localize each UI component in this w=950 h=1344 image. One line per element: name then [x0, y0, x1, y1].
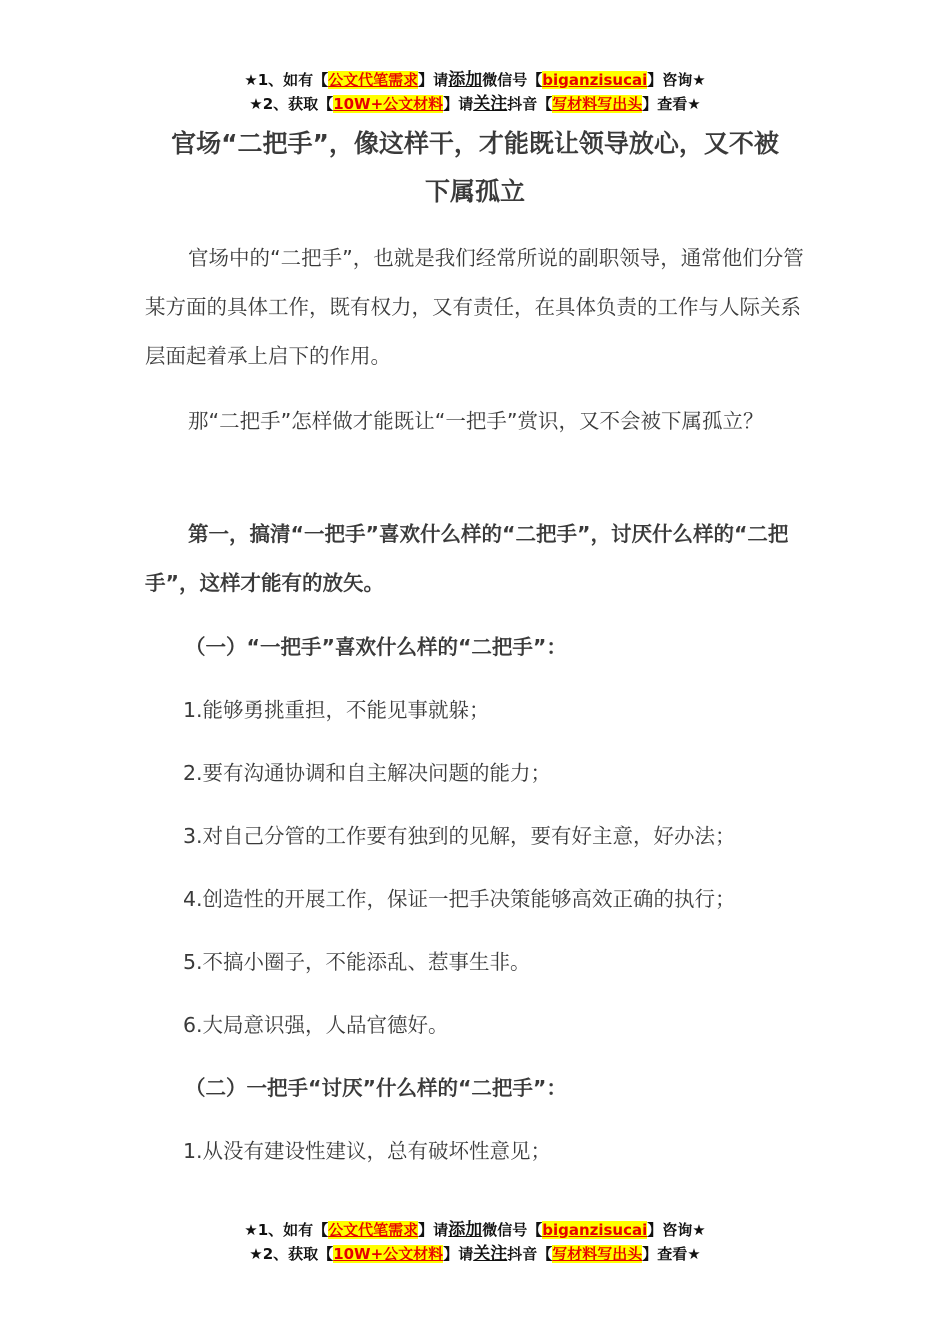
banner-text: 】请: [443, 95, 474, 113]
title-line-1: 官场“二把手”，像这样干，才能既让领导放心，又不被: [171, 129, 779, 158]
page-title: [145, 120, 805, 216]
banner-text: 】查看★: [642, 1245, 701, 1263]
banner-text: 】咨询★: [647, 1221, 706, 1239]
banner-underline: 添加: [448, 1220, 483, 1240]
banner-text: ★1、如有【: [244, 71, 329, 89]
intro-paragraph: 官场中的“二把手”，也就是我们经常所说的副职领导，通常他们分管某方面的具体工作，既有权力，又有责任，在具体负责的工作与人际关系层面起着承上启下的作用。: [145, 246, 804, 368]
header-banner-line-2: [0, 92, 950, 116]
list-item: 2.要有沟通协调和自主解决问题的能力；: [183, 761, 552, 785]
banner-text: ★2、获取【: [249, 95, 334, 113]
banner-text: 微信号【: [482, 1221, 543, 1239]
banner-wechat-id: biganzisucai: [542, 71, 648, 89]
banner-text: 微信号【: [482, 71, 543, 89]
list-item: 3.对自己分管的工作要有独到的见解，要有好主意，好办法；: [183, 824, 736, 848]
banner-text: 】查看★: [642, 95, 701, 113]
banner-highlight: 公文代笔需求: [328, 71, 419, 89]
header-banner: [0, 68, 950, 116]
list-item: 6.大局意识强，人品官德好。: [183, 1013, 449, 1037]
footer-banner-line-2: [0, 1242, 950, 1266]
banner-underline: 关注: [473, 1244, 508, 1264]
banner-wechat-id: biganzisucai: [542, 1221, 648, 1239]
banner-text: 】请: [418, 71, 449, 89]
banner-text: 】请: [418, 1221, 449, 1239]
banner-douyin-id: 写材料写出头: [552, 95, 643, 113]
list-item: 4.创造性的开展工作，保证一把手决策能够高效正确的执行；: [183, 887, 736, 911]
list-item: 5.不搞小圈子，不能添乱、惹事生非。: [183, 950, 531, 974]
banner-highlight: 公文代笔需求: [328, 1221, 419, 1239]
banner-text: 】咨询★: [647, 71, 706, 89]
list-item: 1.从没有建设性建议，总有破坏性意见；: [183, 1139, 552, 1163]
banner-douyin-id: 写材料写出头: [552, 1245, 643, 1263]
footer-banner: [0, 1218, 950, 1266]
banner-underline: 添加: [448, 70, 483, 90]
banner-text: ★1、如有【: [244, 1221, 329, 1239]
banner-text: 抖音【: [507, 1245, 553, 1263]
banner-highlight: 10W+公文材料: [333, 95, 444, 113]
subheading-likes: （一）“一把手”喜欢什么样的“二把手”：: [185, 635, 567, 659]
banner-text: ★2、获取【: [249, 1245, 334, 1263]
banner-underline: 关注: [473, 94, 508, 114]
subheading-dislikes: （二）一把手“讨厌”什么样的“二把手”：: [185, 1076, 567, 1100]
banner-highlight: 10W+公文材料: [333, 1245, 444, 1263]
banner-text: 抖音【: [507, 95, 553, 113]
footer-banner-line-1: [0, 1218, 950, 1242]
question-paragraph: 那“二把手”怎样做才能既让“一把手”赏识，又不会被下属孤立？: [188, 409, 764, 433]
banner-text: 】请: [443, 1245, 474, 1263]
section-heading-1: 第一，搞清“一把手”喜欢什么样的“二把手”，讨厌什么样的“二把手”，这样才能有的放矢。: [145, 522, 789, 595]
header-banner-line-1: [0, 68, 950, 92]
title-line-2: 下属孤立: [424, 177, 525, 206]
list-item: 1.能够勇挑重担，不能见事就躲；: [183, 698, 490, 722]
